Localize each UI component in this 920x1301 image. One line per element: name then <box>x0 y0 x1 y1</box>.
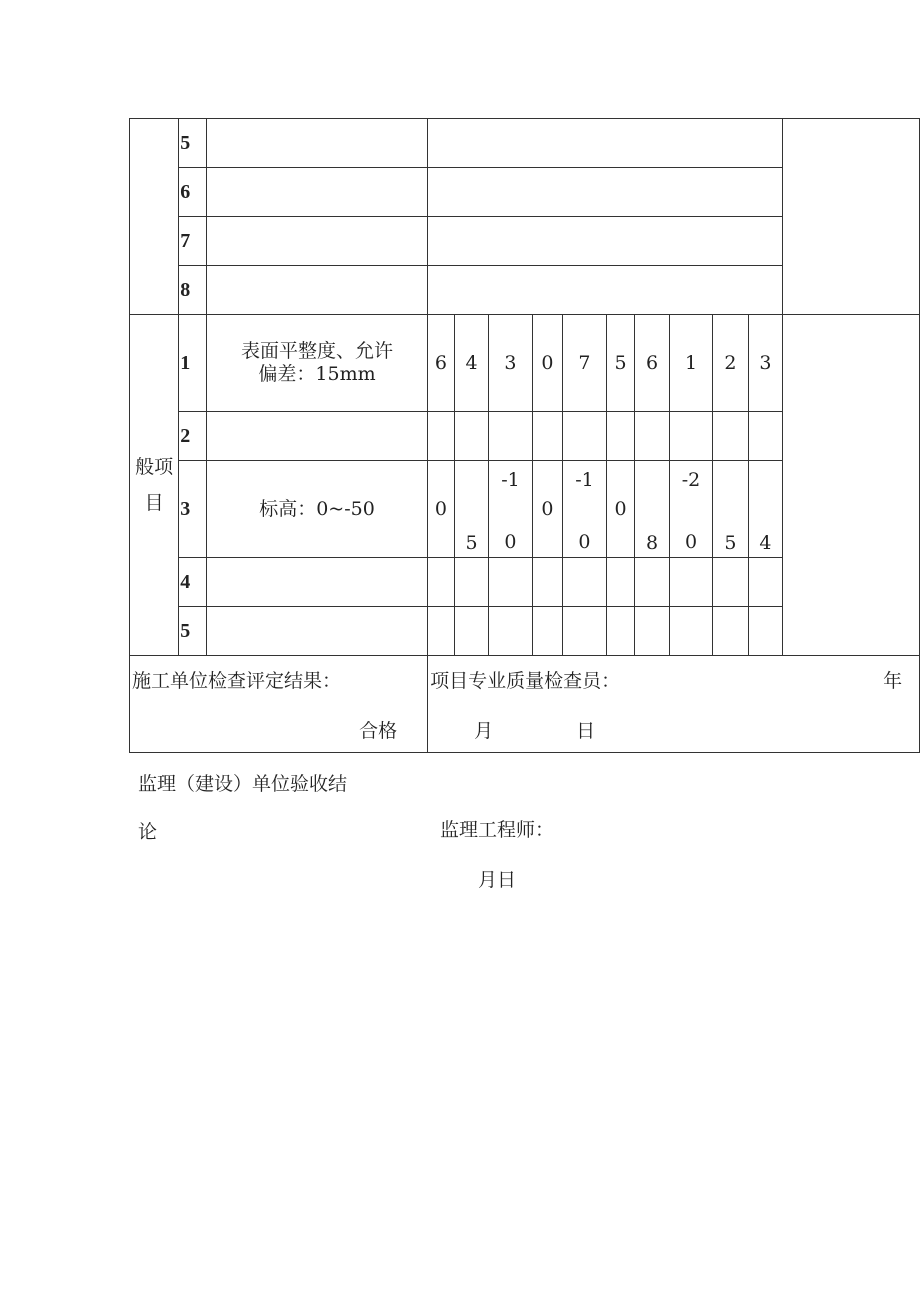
measure-value <box>669 461 712 558</box>
measure-value <box>748 412 782 461</box>
measure-value <box>669 412 712 461</box>
measure-value <box>635 558 669 607</box>
main-row <box>130 119 920 168</box>
item-description-line1: 表面平整度、允许 <box>241 340 394 363</box>
row-number: 1 <box>179 315 207 412</box>
item-cell <box>206 412 427 461</box>
general-section-label-line2: 目 <box>144 492 164 514</box>
measure-value <box>606 461 635 558</box>
measure-value-text: 5 <box>465 532 478 555</box>
measure-value: 6 <box>428 315 455 412</box>
measure-value: 6 <box>635 315 669 412</box>
measure-value <box>532 461 563 558</box>
measure-value <box>428 607 455 656</box>
measure-value <box>489 558 532 607</box>
measure-value <box>428 558 455 607</box>
measure-value <box>563 461 606 558</box>
measure-value-bottom: 0 <box>504 531 517 553</box>
measure-value-top: -1 <box>575 469 594 491</box>
measure-value <box>606 607 635 656</box>
measure-value <box>748 607 782 656</box>
inspector-month: 月 <box>474 720 494 742</box>
measure-value <box>606 558 635 607</box>
general-section-label-line1: 般项 <box>135 456 174 478</box>
inspection-form-table <box>129 118 920 753</box>
measure-value: 3 <box>489 315 532 412</box>
measure-value <box>489 607 532 656</box>
item-cell <box>206 119 427 168</box>
measure-value <box>713 607 748 656</box>
measure-value-top: -2 <box>681 469 701 491</box>
measure-value <box>748 461 782 558</box>
measure-value <box>489 412 532 461</box>
row-number: 4 <box>179 558 207 607</box>
measure-value <box>713 461 748 558</box>
item-cell <box>206 168 427 217</box>
measure-value <box>532 558 563 607</box>
inspector-cell <box>428 656 920 753</box>
item-cell <box>206 217 427 266</box>
measure-value: 3 <box>748 315 782 412</box>
measure-value <box>428 412 455 461</box>
item-description: 标高：0~-50 <box>206 461 427 558</box>
measure-value <box>713 558 748 607</box>
measure-value: 0 <box>532 315 563 412</box>
inspector-day: 日 <box>576 720 596 742</box>
general-row <box>130 315 920 412</box>
measure-value-text: 0 <box>541 498 554 520</box>
row-number: 7 <box>179 217 207 266</box>
signature-row <box>130 656 920 753</box>
measure-value <box>532 607 563 656</box>
construction-result-cell <box>130 656 428 753</box>
row-number: 3 <box>179 461 207 558</box>
inspector-year: 年 <box>883 670 903 692</box>
measure-value-text: 0 <box>434 498 447 520</box>
measure-value-text: 5 <box>724 532 737 555</box>
measure-value-bottom: 0 <box>578 531 591 553</box>
item-description <box>206 315 427 412</box>
remark-cell <box>783 119 920 315</box>
inspector-title: 项目专业质量检查员： <box>430 670 621 692</box>
main-section-label-cell <box>130 119 179 315</box>
row-number: 2 <box>179 412 207 461</box>
measure-value <box>635 607 669 656</box>
row-number: 5 <box>179 119 207 168</box>
measure-value: 5 <box>606 315 635 412</box>
measure-value-bottom: 0 <box>684 531 698 553</box>
supervision-title-line1: 监理（建设）单位验收结 <box>138 773 348 795</box>
measure-value <box>532 412 563 461</box>
construction-result-value: 合格 <box>359 720 398 742</box>
supervision-engineer-label: 监理工程师： <box>440 819 555 841</box>
row-number: 6 <box>179 168 207 217</box>
value-cell <box>428 217 783 266</box>
value-cell <box>428 266 783 315</box>
item-description-line2: 偏差：15mm <box>258 363 376 385</box>
measure-value <box>454 412 488 461</box>
item-cell <box>206 558 427 607</box>
measure-value <box>635 461 669 558</box>
measure-value <box>428 461 455 558</box>
measure-value-top: -1 <box>501 469 520 491</box>
measure-value-text: 8 <box>646 532 659 555</box>
measure-value <box>713 412 748 461</box>
supervision-date: 月日 <box>478 869 517 891</box>
supervision-title-line2: 论 <box>138 821 158 843</box>
measure-value <box>635 412 669 461</box>
item-cell <box>206 607 427 656</box>
value-cell <box>428 168 783 217</box>
remark-cell <box>783 315 920 656</box>
measure-value: 1 <box>669 315 712 412</box>
construction-result-title: 施工单位检查评定结果： <box>132 670 342 692</box>
measure-value <box>563 607 606 656</box>
measure-value-text: 4 <box>759 532 772 555</box>
measure-value <box>454 461 488 558</box>
measure-value <box>454 607 488 656</box>
measure-value <box>563 558 606 607</box>
item-cell <box>206 266 427 315</box>
row-number: 8 <box>179 266 207 315</box>
measure-value <box>489 461 532 558</box>
measure-value <box>669 607 712 656</box>
value-cell <box>428 119 783 168</box>
measure-value <box>748 558 782 607</box>
measure-value: 4 <box>454 315 488 412</box>
row-number: 5 <box>179 607 207 656</box>
measure-value <box>606 412 635 461</box>
general-section-label <box>130 315 179 656</box>
measure-value <box>454 558 488 607</box>
measure-value <box>563 412 606 461</box>
measure-value <box>669 558 712 607</box>
measure-value: 2 <box>713 315 748 412</box>
measure-value-text: 0 <box>614 498 627 520</box>
measure-value: 7 <box>563 315 606 412</box>
